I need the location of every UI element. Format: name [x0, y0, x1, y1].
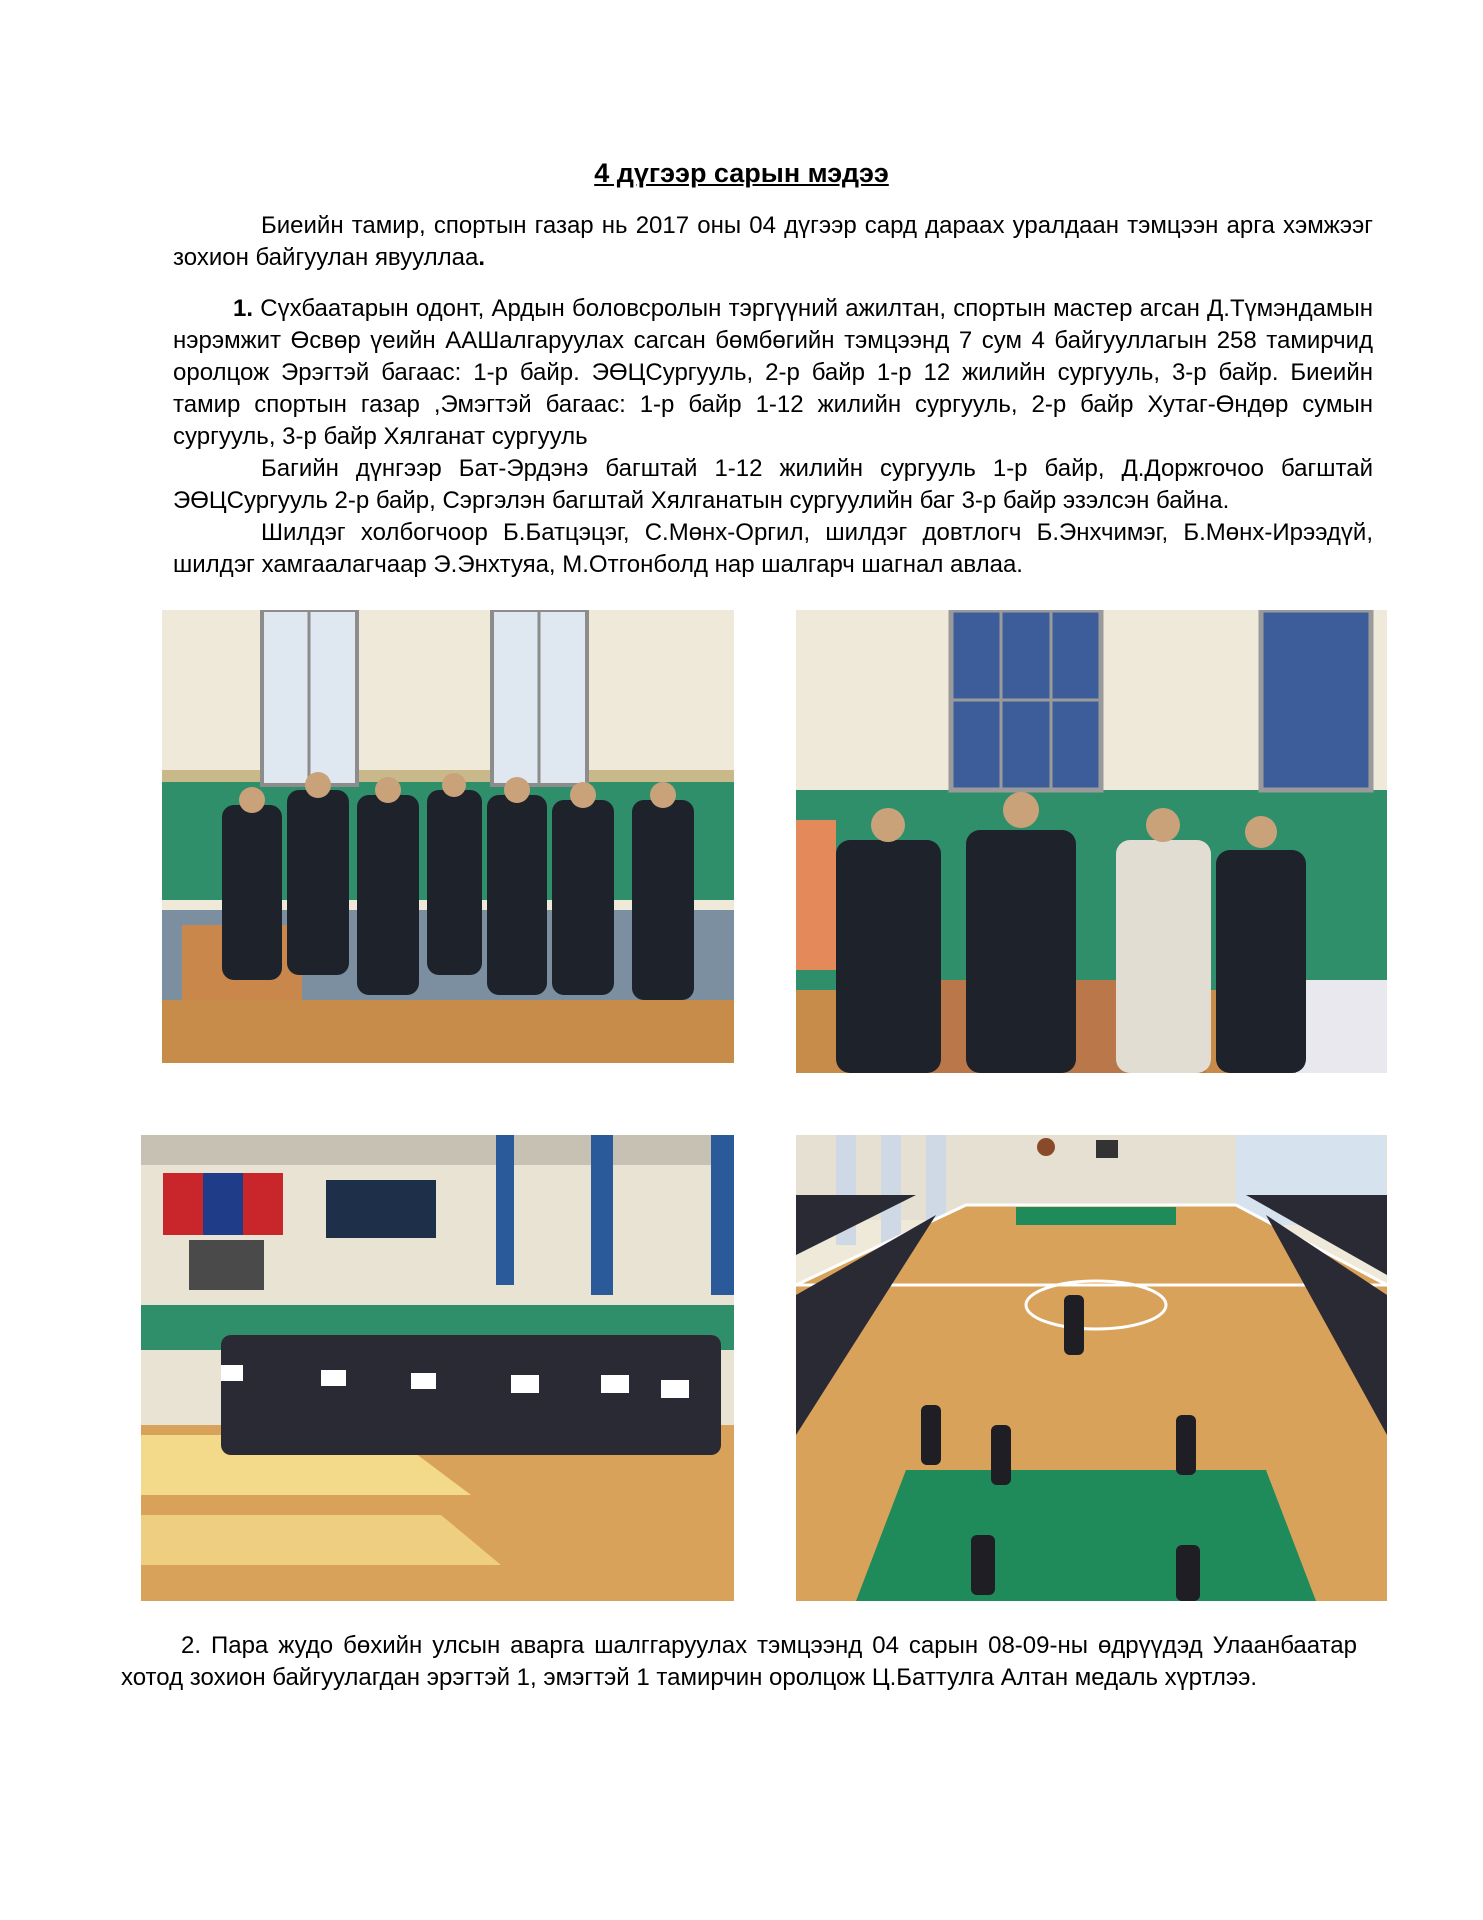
team-results-paragraph	[173, 453, 1373, 517]
item1-number: 1.	[233, 295, 254, 322]
best-players-text: Шилдэг холбогчоор Б.Батцэцэг, С.Мөнх-Оргил, шилдэг довтлогч Б.Энхчимэг, Б.Мөнх-Ирээдүй, шилдэг хамгаалагчаар Э.Энхтуяа, М.Отгонболд нар шалгарч шагнал авлаа.	[173, 519, 1373, 578]
item1-text: Сүхбаатарын одонт, Ардын боловсролын тэргүүний ажилтан, спортын мастер агсан Д.Түмэндамын нэрэмжит Өсвөр үеийн ААШалгаруулах сагсан бөмбөгийн тэмцээнд 7 сум 4 байгууллагын 258 тамирчид оролцож Эрэгтэй багаас: 1-р байр. ЭӨЦСургууль, 2-р байр 1-р 12 жилийн сургууль, 3-р байр. Биеийн тамир спортын газар ,Эмэгтэй багаас: 1-р байр 1-12 жилийн сургууль, 2-р байр Хутаг-Өндөр сумын сургууль, 3-р байр Хялганат сургууль	[173, 295, 1373, 450]
best-players-paragraph	[173, 517, 1373, 581]
photo-officials-2	[796, 610, 1387, 1073]
team-results-text: Багийн дүнгээр Бат-Эрдэнэ багштай 1-12 жилийн сургууль 1-р байр, Д.Доржгочоо багштай ЭӨЦСургууль 2-р байр, Сэргэлэн багштай Хялганатын сургуулийн баг 3-р байр эзэлсэн байна.	[173, 455, 1373, 514]
intro-paragraph	[173, 210, 1373, 274]
page-title: 4 дүгээр сарын мэдээ	[594, 158, 889, 188]
item1-paragraph	[173, 293, 1373, 453]
item2-text: 2. Пара жудо бөхийн улсын аварга шалггаруулах тэмцээнд 04 сарын 08-09-ны өдрүүдэд Улаанбаатар хотод зохион байгуулагдан эрэгтэй 1, эмэгтэй 1 тамирчин оролцож Ц.Баттулга Алтан медаль хүртлээ.	[121, 1632, 1357, 1691]
photo-teams-lineup	[141, 1135, 734, 1601]
photo-officials-1	[162, 610, 734, 1063]
intro-text: Биеийн тамир, спортын газар нь 2017 оны 04 дүгээр сард дараах уралдаан тэмцээн арга хэмжээг зохион байгуулан явууллаа	[173, 212, 1373, 271]
photo-basketball-game	[796, 1135, 1387, 1601]
item2-paragraph	[121, 1630, 1357, 1694]
intro-end: .	[478, 244, 486, 271]
